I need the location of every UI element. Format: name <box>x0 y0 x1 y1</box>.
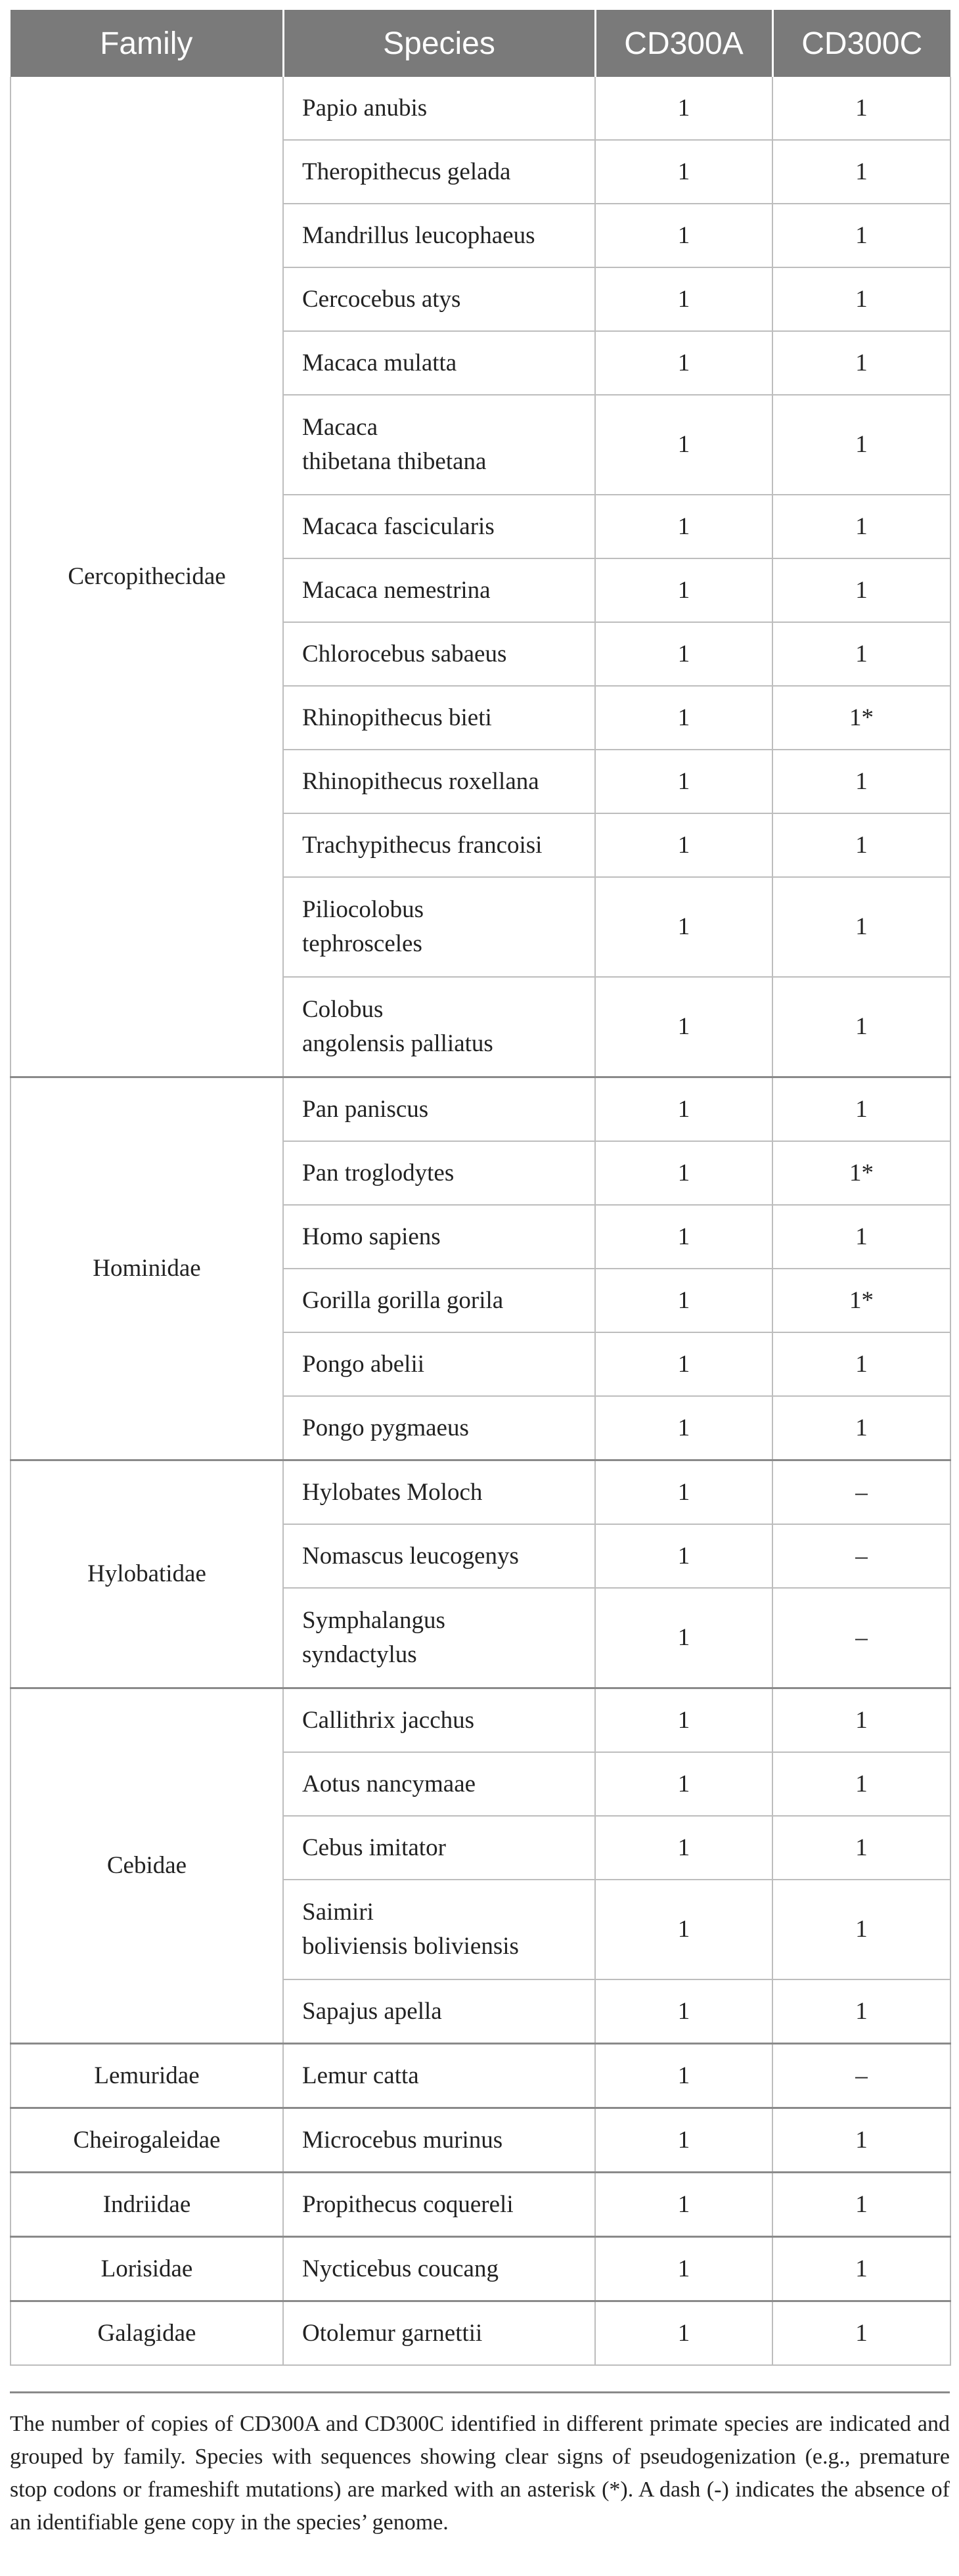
species-cell <box>283 2173 595 2237</box>
cd300c-count-cell: 1 <box>772 2237 950 2301</box>
cd300a-count-cell: 1 <box>595 2108 772 2173</box>
cd300a-count-cell: 1 <box>595 267 772 331</box>
cd300c-count-cell: 1 <box>772 2301 950 2366</box>
cd300c-count-cell: 1 <box>772 267 950 331</box>
cd300c-count-cell: – <box>772 1460 950 1525</box>
cd300a-count-cell: 1 <box>595 622 772 686</box>
species-cell <box>283 813 595 877</box>
species-name-line: Colobus <box>302 996 384 1023</box>
species-name-line: Nomascus leucogenys <box>302 1542 519 1570</box>
cd300a-count-cell: 1 <box>595 1332 772 1396</box>
species-cell <box>283 1688 595 1753</box>
species-cell <box>283 1269 595 1332</box>
cd300a-count-cell: 1 <box>595 1979 772 2044</box>
species-name-line: Rhinopithecus bieti <box>302 704 492 731</box>
header-row <box>11 10 950 77</box>
cd300a-count-cell: 1 <box>595 1588 772 1688</box>
cd300c-count-cell: 1* <box>772 1269 950 1332</box>
species-name-line: Mandrillus leucophaeus <box>302 221 535 249</box>
cd300c-count-cell: 1 <box>772 1077 950 1142</box>
cd300a-count-cell: 1 <box>595 1077 772 1142</box>
species-name-line: Pongo pygmaeus <box>302 1414 469 1441</box>
species-name-line: Hylobates Moloch <box>302 1478 483 1506</box>
cd300c-count-cell: 1 <box>772 813 950 877</box>
family-cell: Cercopithecidae <box>11 77 283 1077</box>
cd300a-count-cell: 1 <box>595 750 772 813</box>
cd300c-count-cell: 1 <box>772 1688 950 1753</box>
cd300a-count-cell: 1 <box>595 977 772 1077</box>
cd300c-count-cell: 1 <box>772 77 950 140</box>
species-name-line: Otolemur garnettii <box>302 2319 483 2347</box>
cd300a-count-cell: 1 <box>595 140 772 204</box>
species-name-line: Aotus nancymaae <box>302 1770 476 1797</box>
cd300c-count-cell: 1 <box>772 877 950 977</box>
species-name-line: Macaca nemestrina <box>302 576 491 604</box>
species-name-line: Lemur catta <box>302 2062 419 2089</box>
header-family: Family <box>11 10 283 77</box>
cd300a-count-cell: 1 <box>595 331 772 395</box>
header-species: Species <box>283 10 595 77</box>
species-name-line: Saimiri <box>302 1899 374 1926</box>
species-cell <box>283 2301 595 2366</box>
cd300c-count-cell: 1 <box>772 2173 950 2237</box>
family-cell: Cheirogaleidae <box>11 2108 283 2173</box>
cd300a-count-cell: 1 <box>595 2237 772 2301</box>
cd300c-count-cell: 1 <box>772 1752 950 1816</box>
cd300c-count-cell: 1 <box>772 977 950 1077</box>
header-cd300c: CD300C <box>772 10 950 77</box>
cd300c-count-cell: – <box>772 2044 950 2108</box>
cd300a-count-cell: 1 <box>595 686 772 750</box>
table-footnote: The number of copies of CD300A and CD300C identified in different primate species are indicated and grouped by family. Species with sequences showing clear signs of pseudogenization (e.g., premature stop codons or frameshift mutations) are marked with an asterisk (*). A dash (-) indicates the absence of an identifiable gene copy in the species’ genome. <box>10 2391 950 2539</box>
cd300a-count-cell: 1 <box>595 495 772 558</box>
species-cell <box>283 1396 595 1460</box>
species-cell <box>283 140 595 204</box>
species-name-line: Piliocolobus <box>302 896 424 923</box>
cd300a-count-cell: 1 <box>595 1205 772 1269</box>
species-cell <box>283 1588 595 1688</box>
species-cell <box>283 204 595 267</box>
species-cell <box>283 750 595 813</box>
species-cell <box>283 1524 595 1588</box>
cd300a-count-cell: 1 <box>595 2173 772 2237</box>
cd300a-count-cell: 1 <box>595 1688 772 1753</box>
cd300a-count-cell: 1 <box>595 2301 772 2366</box>
species-cell <box>283 877 595 977</box>
table-body <box>11 77 950 2365</box>
species-name-line: Homo sapiens <box>302 1223 441 1250</box>
cd300a-count-cell: 1 <box>595 1880 772 1979</box>
cd300c-count-cell: 1* <box>772 686 950 750</box>
species-name-line: Theropithecus gelada <box>302 158 511 185</box>
species-cell <box>283 77 595 140</box>
table-row <box>11 1077 950 1142</box>
species-name-line: boliviensis boliviensis <box>302 1933 519 1960</box>
cd300c-count-cell: 1 <box>772 1880 950 1979</box>
family-cell: Galagidae <box>11 2301 283 2366</box>
species-name-line: Nycticebus coucang <box>302 2255 499 2282</box>
table-row <box>11 1688 950 1753</box>
species-cell <box>283 395 595 495</box>
cd300a-count-cell: 1 <box>595 204 772 267</box>
species-name-line: Pan paniscus <box>302 1095 429 1123</box>
species-name-line: Macaca mulatta <box>302 349 457 376</box>
cd300c-count-cell: 1 <box>772 2108 950 2173</box>
copy-number-table <box>10 10 951 2366</box>
table-row <box>11 2301 950 2366</box>
species-cell <box>283 267 595 331</box>
species-name-line: thibetana thibetana <box>302 448 487 475</box>
species-cell <box>283 977 595 1077</box>
table-row <box>11 2108 950 2173</box>
table-row <box>11 77 950 140</box>
cd300a-count-cell: 1 <box>595 558 772 622</box>
cd300c-count-cell: 1 <box>772 558 950 622</box>
species-name-line: Microcebus murinus <box>302 2126 503 2154</box>
species-cell <box>283 1332 595 1396</box>
cd300a-count-cell: 1 <box>595 1269 772 1332</box>
cd300c-count-cell: 1 <box>772 1979 950 2044</box>
cd300a-count-cell: 1 <box>595 1752 772 1816</box>
species-cell <box>283 1752 595 1816</box>
cd300c-count-cell: – <box>772 1588 950 1688</box>
cd300c-count-cell: 1 <box>772 750 950 813</box>
species-cell <box>283 1077 595 1142</box>
species-cell <box>283 2044 595 2108</box>
cd300a-count-cell: 1 <box>595 1396 772 1460</box>
species-name-line: Macaca <box>302 414 378 441</box>
species-name-line: tephrosceles <box>302 930 422 957</box>
family-cell: Lemuridae <box>11 2044 283 2108</box>
species-cell <box>283 1979 595 2044</box>
cd300c-count-cell: – <box>772 1524 950 1588</box>
cd300c-count-cell: 1 <box>772 1205 950 1269</box>
species-name-line: Macaca fascicularis <box>302 512 495 540</box>
cd300a-count-cell: 1 <box>595 1524 772 1588</box>
species-name-line: Gorilla gorilla gorila <box>302 1286 504 1314</box>
cd300a-count-cell: 1 <box>595 2044 772 2108</box>
header-cd300a: CD300A <box>595 10 772 77</box>
cd300c-count-cell: 1 <box>772 495 950 558</box>
table-header <box>11 10 950 77</box>
cd300a-count-cell: 1 <box>595 1141 772 1205</box>
cd300a-count-cell: 1 <box>595 877 772 977</box>
cd300a-count-cell: 1 <box>595 77 772 140</box>
species-cell <box>283 2108 595 2173</box>
family-cell: Lorisidae <box>11 2237 283 2301</box>
species-cell <box>283 1205 595 1269</box>
cd300c-count-cell: 1 <box>772 1332 950 1396</box>
family-cell: Hominidae <box>11 1077 283 1460</box>
cd300c-count-cell: 1 <box>772 331 950 395</box>
cd300c-count-cell: 1 <box>772 1396 950 1460</box>
species-name-line: Propithecus coquereli <box>302 2190 514 2218</box>
table-row <box>11 2237 950 2301</box>
species-name-line: Pan troglodytes <box>302 1159 455 1186</box>
cd300c-count-cell: 1 <box>772 622 950 686</box>
family-cell: Hylobatidae <box>11 1460 283 1688</box>
cd300c-count-cell: 1* <box>772 1141 950 1205</box>
cd300a-count-cell: 1 <box>595 1816 772 1880</box>
family-cell: Cebidae <box>11 1688 283 2044</box>
cd300a-count-cell: 1 <box>595 813 772 877</box>
table-row <box>11 2173 950 2237</box>
cd300a-count-cell: 1 <box>595 1460 772 1525</box>
species-name-line: angolensis palliatus <box>302 1030 493 1057</box>
species-name-line: Rhinopithecus roxellana <box>302 767 539 795</box>
species-cell <box>283 686 595 750</box>
species-name-line: Trachypithecus francoisi <box>302 831 543 859</box>
species-name-line: Pongo abelii <box>302 1350 425 1378</box>
cd300a-count-cell: 1 <box>595 395 772 495</box>
species-name-line: Cebus imitator <box>302 1834 446 1861</box>
species-name-line: Sapajus apella <box>302 1997 442 2025</box>
table-row <box>11 2044 950 2108</box>
species-cell <box>283 1816 595 1880</box>
species-name-line: syndactylus <box>302 1641 417 1668</box>
species-cell <box>283 331 595 395</box>
table-row <box>11 1460 950 1525</box>
species-cell <box>283 1141 595 1205</box>
species-name-line: Papio anubis <box>302 94 428 122</box>
cd300c-count-cell: 1 <box>772 204 950 267</box>
species-cell <box>283 1460 595 1525</box>
species-name-line: Cercocebus atys <box>302 285 461 313</box>
species-cell <box>283 622 595 686</box>
species-cell <box>283 1880 595 1979</box>
cd300c-count-cell: 1 <box>772 395 950 495</box>
species-cell <box>283 495 595 558</box>
species-cell <box>283 558 595 622</box>
species-cell <box>283 2237 595 2301</box>
species-name-line: Chlorocebus sabaeus <box>302 640 507 667</box>
species-name-line: Callithrix jacchus <box>302 1706 475 1734</box>
species-table-container <box>10 10 950 2366</box>
cd300c-count-cell: 1 <box>772 140 950 204</box>
family-cell: Indriidae <box>11 2173 283 2237</box>
cd300c-count-cell: 1 <box>772 1816 950 1880</box>
species-name-line: Symphalangus <box>302 1607 445 1634</box>
